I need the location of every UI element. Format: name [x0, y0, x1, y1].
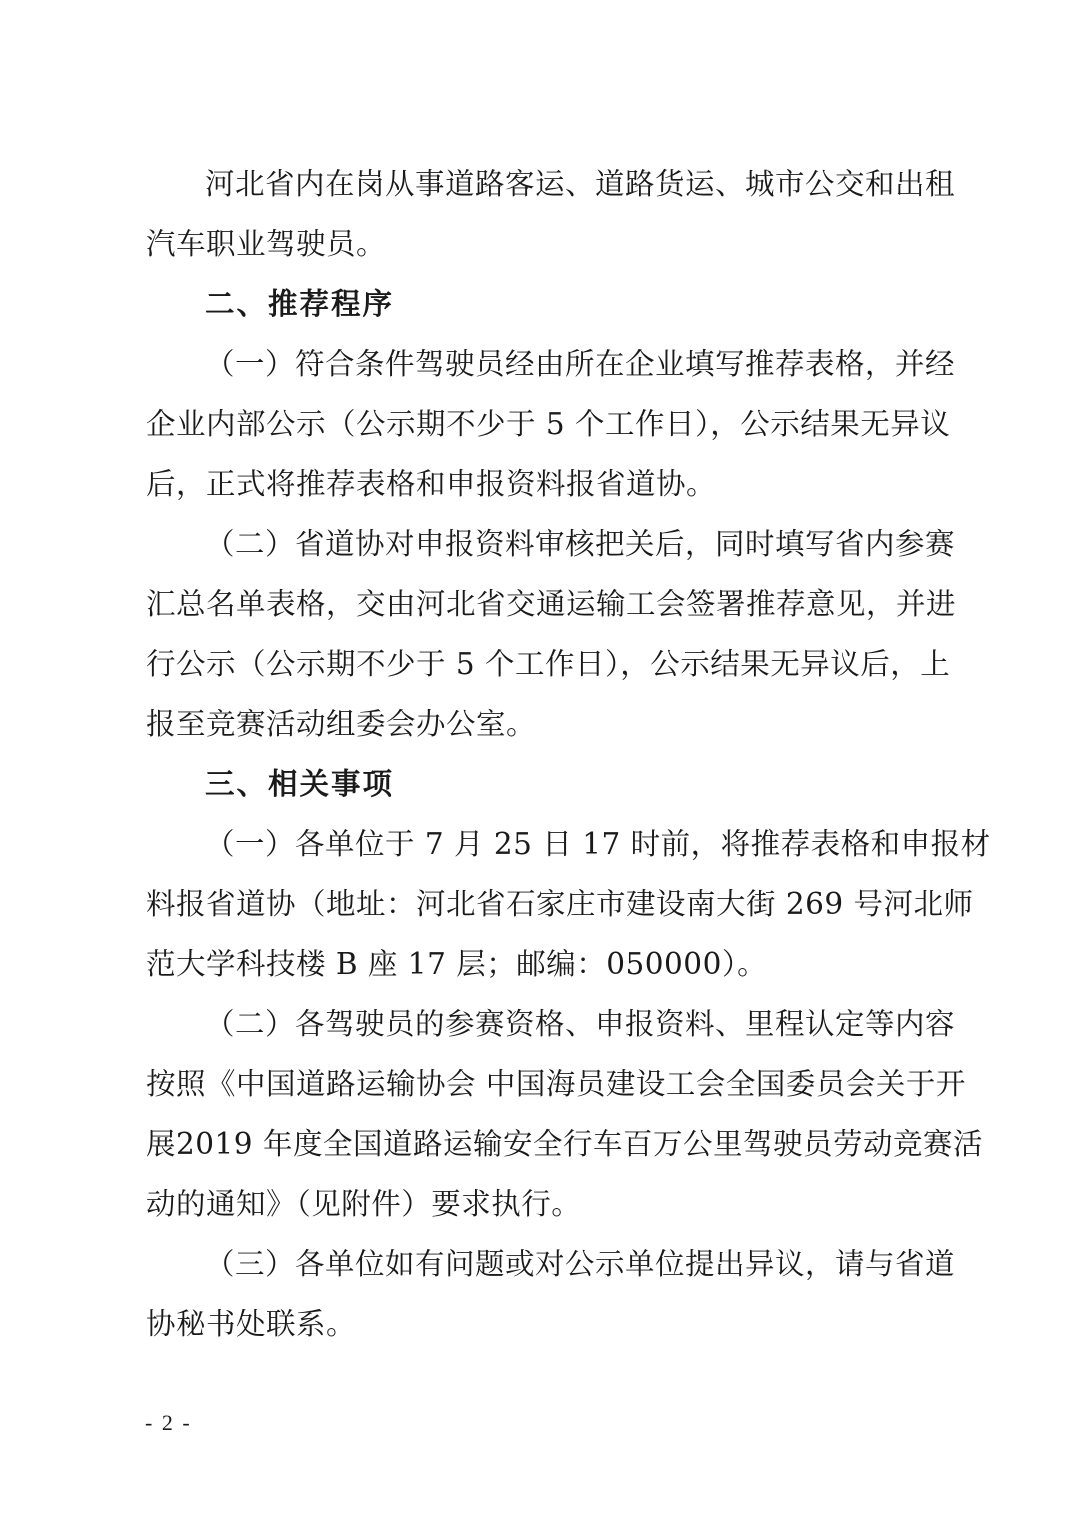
paragraph-line: 河北省内在岗从事道路客运、道路货运、城市公交和出租: [205, 167, 956, 201]
paragraph-line: 后，正式将推荐表格和申报资料报省道协。: [146, 467, 717, 501]
paragraph-line: 范大学科技楼 B 座 17 层；邮编：050000）。: [146, 947, 768, 981]
section-heading: 三、相关事项: [205, 767, 395, 801]
paragraph-line: （二）各驾驶员的参赛资格、申报资料、里程认定等内容: [205, 1007, 956, 1041]
paragraph-line: 行公示（公示期不少于 5 个工作日），公示结果无异议后，上: [146, 647, 951, 681]
paragraph-line: 汽车职业驾驶员。: [146, 227, 387, 261]
paragraph-line: 报至竞赛活动组委会办公室。: [146, 707, 537, 741]
paragraph-line: 动的通知》（见附件）要求执行。: [146, 1187, 582, 1221]
paragraph-line: 料报省道协（地址：河北省石家庄市建设南大街 269 号河北师: [146, 887, 974, 921]
page-number: - 2 -: [145, 1410, 192, 1435]
paragraph-line: （三）各单位如有问题或对公示单位提出异议，请与省道: [205, 1247, 956, 1281]
paragraph-line: 协秘书处联系。: [146, 1307, 357, 1341]
paragraph-line: 企业内部公示（公示期不少于 5 个工作日），公示结果无异议: [146, 407, 951, 441]
paragraph-line: （二）省道协对申报资料审核把关后，同时填写省内参赛: [205, 527, 956, 561]
paragraph-line: （一）符合条件驾驶员经由所在企业填写推荐表格，并经: [205, 347, 956, 381]
paragraph-line: （一）各单位于 7 月 25 日 17 时前，将推荐表格和申报材: [205, 827, 991, 861]
paragraph-line: 展2019 年度全国道路运输安全行车百万公里驾驶员劳动竞赛活: [146, 1127, 983, 1161]
paragraph-line: 汇总名单表格，交由河北省交通运输工会签署推荐意见，并进: [146, 587, 957, 621]
paragraph-line: 按照《中国道路运输协会 中国海员建设工会全国委员会关于开: [146, 1067, 966, 1101]
section-heading: 二、推荐程序: [205, 287, 395, 321]
